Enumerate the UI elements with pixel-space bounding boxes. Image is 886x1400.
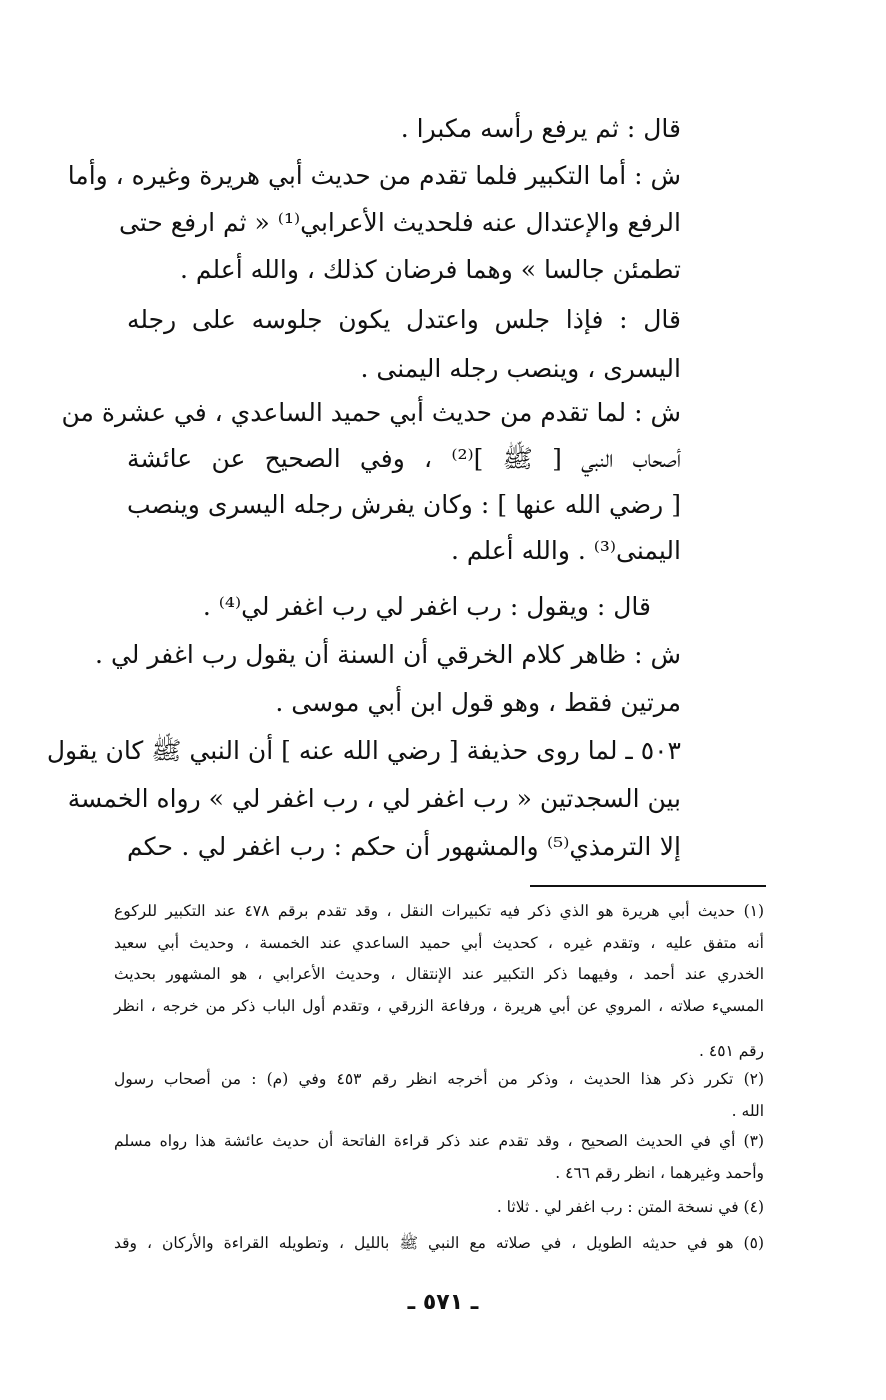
- body-line-7: ش : لما تقدم من حديث أبي حميد الساعدي ، في عشرة من: [61, 398, 681, 427]
- body-line-16: إلا الترمذي⁽⁵⁾ والمشهور أن حكم : رب اغفر لي . حكم: [127, 832, 681, 861]
- body-line-13: مرتين فقط ، وهو قول ابن أبي موسى .: [275, 688, 681, 717]
- footnote-line-11: (٥) هو في حديثه الطويل ، في صلاته مع النبي ﷺ بالليل ، وتطويله القراءة والأركان ، وقد: [114, 1234, 764, 1252]
- body-line-8: أصحاب النبي [ ﷺ ]⁽²⁾ ، وفي الصحيح عن عائشة: [127, 444, 681, 473]
- body-line-4: تطمئن جالسا » وهما فرضان كذلك ، والله أعلم .: [179, 255, 681, 284]
- body-line-3: الرفع والإعتدال عنه فلحديث الأعرابي⁽¹⁾ « ثم ارفع حتى: [119, 208, 681, 237]
- footnote-line-8: (٣) أي في الحديث الصحيح ، وقد تقدم عند ذكر قراءة الفاتحة أن حديث عائشة هذا رواه مسلم: [114, 1132, 764, 1150]
- footnote-line-1: (١) حديث أبي هريرة هو الذي ذكر فيه تكبيرات النقل ، وقد تقدم برقم ٤٧٨ عند التكبير للركوع: [114, 902, 765, 920]
- body-line-10: اليمنى⁽³⁾ . والله أعلم .: [450, 536, 681, 565]
- body-line-6: اليسرى ، وينصب رجله اليمنى .: [360, 354, 681, 383]
- body-line-2: ش : أما التكبير فلما تقدم من حديث أبي هريرة وغيره ، وأما: [67, 161, 681, 190]
- footnote-line-7: الله .: [731, 1102, 764, 1120]
- body-line-12: ش : ظاهر كلام الخرقي أن السنة أن يقول رب اغفر لي .: [95, 640, 681, 669]
- footnote-line-5: رقم ٤٥١ .: [699, 1042, 764, 1060]
- footnote-line-4: المسيء صلاته ، المروي عن أبي هريرة ، ورفاعة الزرقي ، وتقدم أول الباب ذكر من خرجه ، انظر: [114, 997, 764, 1015]
- body-line-14: ٥٠٣ ـ لما روى حذيفة [ رضي الله عنه ] أن النبي ﷺ كان يقول: [46, 736, 681, 765]
- footnote-separator: [530, 885, 766, 887]
- footnote-line-6: (٢) تكرر ذكر هذا الحديث ، وذكر من أخرجه انظر رقم ٤٥٣ وفي (م) : من أصحاب رسول: [114, 1070, 765, 1088]
- page-number: ـ ٥٧١ ـ: [407, 1290, 479, 1315]
- body-line-9: [ رضي الله عنها ] : وكان يفرش رجله اليسرى وينصب: [127, 490, 681, 519]
- body-line-5: قال : فإذا جلس واعتدل يكون جلوسه على رجله: [127, 305, 681, 334]
- footnote-line-10: (٤) في نسخة المتن : رب اغفر لي . ثلاثا .: [496, 1198, 764, 1216]
- body-line-11: قال : ويقول : رب اغفر لي رب اغفر لي⁽⁴⁾ .: [202, 592, 651, 621]
- footnote-line-3: الخدري عند أحمد ، وفيهما ذكر التكبير عند الإنتقال ، وحديث الأعرابي ، هو المشهور بحديث: [114, 965, 764, 983]
- body-line-15: بين السجدتين « رب اغفر لي ، رب اغفر لي » رواه الخمسة: [67, 784, 681, 813]
- body-line-1: قال : ثم يرفع رأسه مكبرا .: [400, 114, 681, 143]
- footnote-line-2: أنه متفق عليه ، وتقدم غيره ، كحديث أبي حميد الساعدي عند الخمسة ، وحديث أبي سعيد: [114, 934, 764, 952]
- footnote-line-9: وأحمد وغيرهما ، انظر رقم ٤٦٦ .: [555, 1164, 764, 1182]
